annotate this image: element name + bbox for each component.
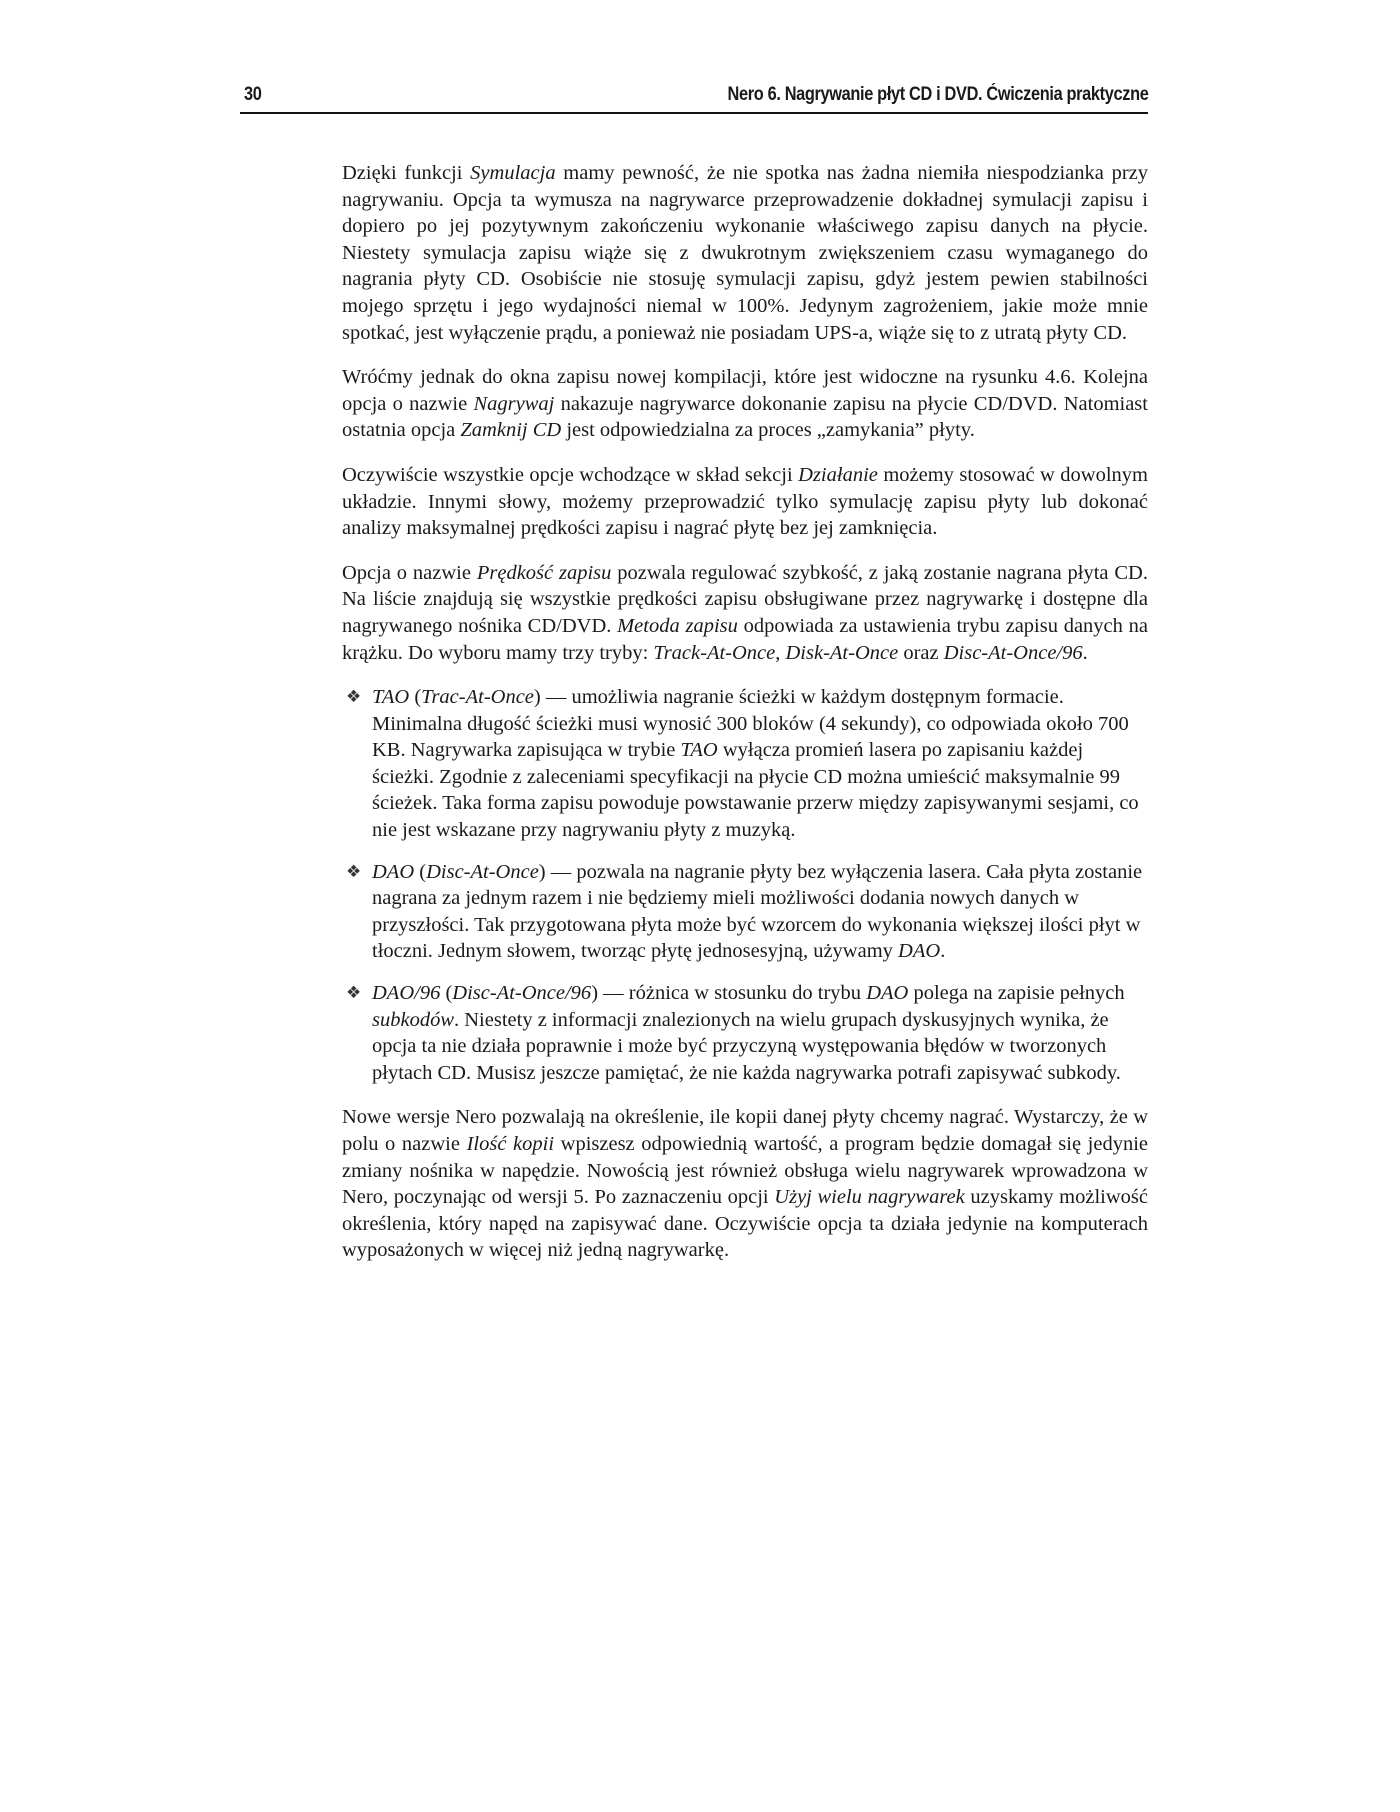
text-run: jest odpowiedzialna za proces „zamykania” płyty. [561,419,975,442]
italic-term: Zamknij CD [460,419,562,442]
text-run: pozwala regulować szybkość, z jaką zostanie nagrana płyta CD. Na liście znajdują się wszystkie prędkości zapisu obsługiwane przez nagrywarkę i dostępne dla nagrywanego nośnika CD/DVD. [342,561,1148,637]
italic-term: Disc-At-Once [426,860,539,883]
italic-term: TAO [680,739,718,762]
diamond-bullet-icon: ❖ [346,983,362,1004]
text-run: . [940,940,946,963]
diamond-bullet-icon: ❖ [346,687,362,708]
italic-term: Trac-At-Once [421,686,534,709]
text-run: uzyskamy możliwość określenia, który napęd na zapisywać dane. Oczywiście opcja ta działa jedynie na komputerach wyposażonych w więcej niż jedną nagrywarkę. [342,1186,1148,1262]
text-run: odpowiada za ustawienia trybu zapisu danych na krążku. Do wyboru mamy trzy tryby: [342,614,1148,664]
italic-term: DAO [866,982,909,1005]
italic-term: Disk-At-Once [785,641,899,664]
text-run: Wróćmy jednak do okna zapisu nowej kompilacji, które jest widoczne na rysunku 4.6. Kolejna opcja o nazwie [342,366,1148,415]
italic-term: TAO [372,686,410,709]
italic-term: Metoda zapisu [617,614,738,637]
text-run: wpiszesz odpowiednią wartość, a program będzie domagał się jedynie zmiany nośnika w napędzie. Nowością jest również obsługa wielu nagrywarek wprowadzona w Nero, poczynając od wersji 5. Po zaznaczeniu opcji [342,1133,1149,1209]
italic-term: Prędkość zapisu [476,561,612,584]
text-run: Opcja o nazwie [342,561,477,584]
italic-term: DAO [372,860,415,883]
text-run: ) — umożliwia nagranie ścieżki w każdym dostępnym formacie. Minimalna długość ścieżki musi wynosić 300 bloków (4 sekundy), co odpowiada około 700 KB. Nagrywarka zapisująca w trybie [372,686,1129,762]
paragraph-simulation [342,160,1148,346]
italic-term: Działanie [798,463,878,486]
italic-term: DAO/96 [372,982,441,1005]
italic-term: DAO [898,940,941,963]
paragraph-write-options [342,364,1148,444]
diamond-bullet-icon: ❖ [346,861,362,882]
text-run: . Niestety z informacji znalezionych na wielu grupach dyskusyjnych wynika, że opcja ta nie działa poprawnie i może być przyczyną występowania błędów w tworzonych płytach CD. Musisz jeszcze pamiętać, że nie każda nagrywarka potrafi zapisywać subkody. [372,1008,1121,1084]
text-run: nakazuje nagrywarce dokonanie zapisu na płycie CD/DVD. Natomiast ostatnia opcja [342,392,1148,442]
italic-term: Użyj wielu nagrywarek [774,1186,965,1209]
text-run: polega na zapisie pełnych [908,982,1125,1005]
text-run: ( [409,686,422,709]
text-run: . [1082,641,1088,664]
text-run: , [775,641,786,664]
italic-term: Disc-At-Once/96 [452,982,592,1005]
text-run: ( [440,982,453,1005]
list-item-dao [342,859,1148,965]
text-run: wyłącza promień lasera po zapisaniu każdej ścieżki. Zgodnie z zaleceniami specyfikacji na płycie CD można umieścić maksymalnie 99 ścieżek. Taka forma zapisu powoduje powstawanie przerw między zapisywanymi sesjami, co nie jest wskazane przy nagrywaniu płyty z muzyką. [372,739,1139,842]
text-run: Nowe wersje Nero pozwalają na określenie, ile kopii danej płyty chcemy nagrać. Wystarczy, że w polu o nazwie [342,1106,1148,1155]
italic-term: Ilość kopii [466,1133,555,1155]
paragraph-copies-multiburner [342,1104,1148,1264]
write-mode-list [342,684,1148,1086]
italic-term: Track-At-Once [653,641,776,664]
text-run: ( [414,860,427,883]
page-number: 30 [244,84,262,105]
list-item-tao [342,684,1148,844]
text-run: ) — różnica w stosunku do trybu [591,982,867,1005]
text-run: oraz [898,641,944,664]
text-run: mamy pewność, że nie spotka nas żadna niemiła niespodzianka przy nagrywaniu. Opcja ta wymusza na nagrywarce przeprowadzenie dokładnej symulacji zapisu i dopiero po jej pozytywnym zakończeniu wykonanie właściwego zapisu danych na płycie. Niestety symulacja zapisu wiąże się z dwukrotnym zwiększeniem czasu wymaganego do nagrania płyty CD. Osobiście nie stosuję symulacji zapisu, gdyż jestem pewien stabilności mojego sprzętu i jego wydajności niemal w 100%. Jedynym zagrożeniem, jakie może mnie spotkać, jest wyłączenie prądu, a ponieważ nie posiadam UPS-a, wiąże się to z utratą płyty CD. [342,162,1148,344]
list-item-dao96 [342,980,1148,1086]
page-body [342,160,1148,1282]
page-header [240,84,1148,114]
text-run: możemy stosować w dowolnym układzie. Innymi słowy, możemy przeprowadzić tylko symulację zapisu płyty lub dokonać analizy maksymalnej prędkości zapisu i nagrać płytę bez jej zamknięcia. [342,463,1148,540]
running-title: Nero 6. Nagrywanie płyt CD i DVD. Ćwiczenia praktyczne [727,84,1148,105]
italic-term: subkodów [372,1008,454,1031]
italic-term: Disc-At-Once/96 [943,641,1083,664]
paragraph-action-section [342,462,1148,542]
text-run: Oczywiście wszystkie opcje wchodzące w skład sekcji [342,463,799,486]
text-run: ) — pozwala na nagranie płyty bez wyłączenia lasera. Cała płyta zostanie nagrana za jednym razem i nie będziemy mieli możliwości dodania nowych danych w przyszłości. Tak przygotowana płyta może być wzorcem do wykonania większej ilości płyt w tłoczni. Jednym słowem, tworząc płytę jednosesyjną, używamy [372,860,1143,963]
paragraph-write-speed [342,560,1148,666]
italic-term: Nagrywaj [473,392,555,415]
italic-term: Symulacja [470,162,556,184]
text-run: Dzięki funkcji [342,162,471,184]
